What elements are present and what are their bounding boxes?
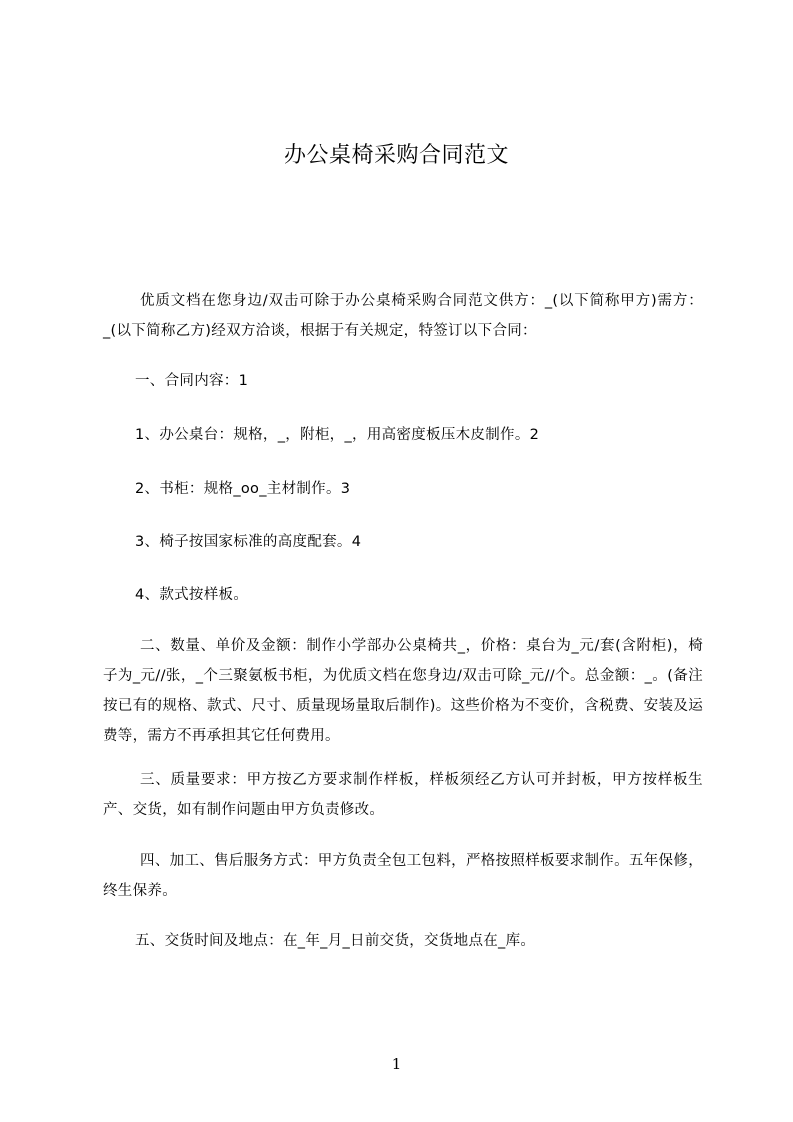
document-title: 办公桌椅采购合同范文 (283, 143, 509, 168)
page-number: 1 (391, 1055, 402, 1073)
section-3-paragraph: 三、质量要求：甲方按乙方要求制作样板，样板须经乙方认可并封板，甲方按样板生产、交货，如有制作问题由甲方负责修改。 (103, 772, 703, 818)
contract-item-2: 2、书柜：规格_oo_主材制作。3 (135, 481, 351, 497)
contract-item-1: 1、办公桌台：规格，_，附柜，_，用高密度板压木皮制作。2 (135, 427, 540, 443)
contract-item-3: 3、椅子按国家标准的高度配套。4 (135, 534, 362, 550)
intro-paragraph: 优质文档在您身边/双击可除于办公桌椅采购合同范文供方：_(以下简称甲方)需方：_(以下简称乙方)经双方洽谈，根据于有关规定，特签订以下合同： (103, 293, 703, 339)
section-2-paragraph: 二、数量、单价及金额：制作小学部办公桌椅共_，价格：桌台为_元/套(含附柜)，椅子为_元//张，_个三聚氨板书柜，为优质文档在您身边/双击可除_元//个。总金额：_。(备注按已有的规格、款式、尺寸、质量现场量取后制作)。这些价格为不变价，含税费、安装及运费等，需方不再承担其它任何费用。 (103, 638, 703, 744)
section-4-paragraph: 四、加工、售后服务方式：甲方负责全包工包料，严格按照样板要求制作。五年保修，终生保养。 (103, 853, 703, 899)
contract-item-4: 4、款式按样板。 (135, 587, 249, 603)
section-5-paragraph: 五、交货时间及地点：在_年_月_日前交货，交货地点在_库。 (135, 933, 536, 949)
section-1-heading: 一、合同内容：1 (135, 373, 249, 389)
